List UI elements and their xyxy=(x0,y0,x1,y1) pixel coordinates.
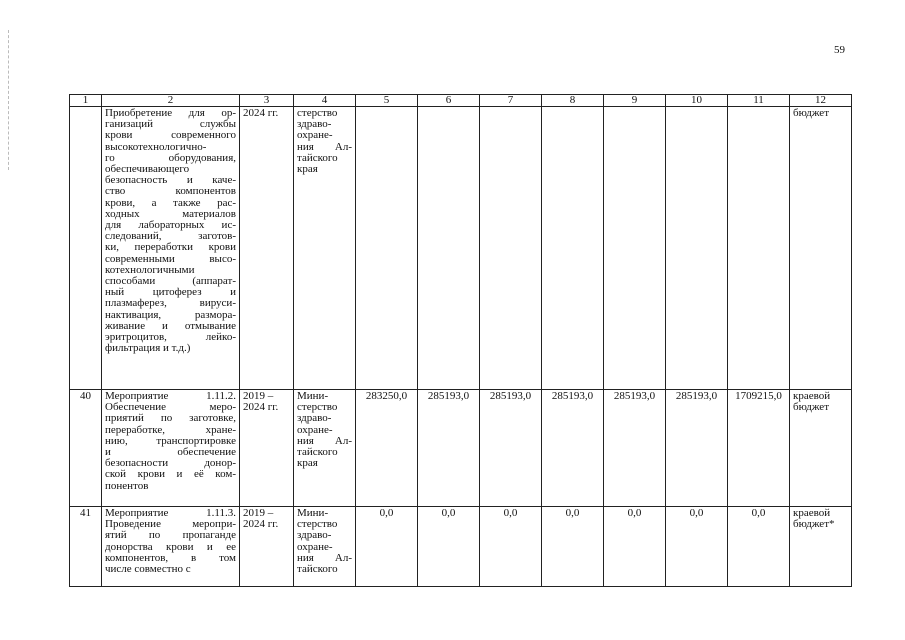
measure-line: Мероприятие 1.11.3. xyxy=(105,507,236,519)
executor-line: здраво- xyxy=(297,118,332,131)
page-number: 59 xyxy=(834,44,845,56)
header-cell: 11 xyxy=(728,95,790,107)
measure-description xyxy=(102,107,240,390)
funding-value xyxy=(356,107,418,390)
header-cell: 4 xyxy=(294,95,356,107)
measure-line: для лабораторных ис- xyxy=(105,219,236,232)
funding-value: 0,0 xyxy=(728,507,790,587)
measure-line: Проведение меропри- xyxy=(105,518,236,531)
funding-value xyxy=(480,107,542,390)
table-row xyxy=(70,107,852,390)
implementation-period: 2024 гг. xyxy=(240,107,294,390)
executor-line: стерство xyxy=(297,401,338,414)
executor-line: здраво- xyxy=(297,529,332,542)
row-number: 41 xyxy=(70,507,102,587)
measure-line: компонентов, в том xyxy=(105,551,236,564)
executor-line: охране- xyxy=(297,423,333,436)
row-number: 40 xyxy=(70,390,102,507)
measure-line: котехнологичными xyxy=(105,263,195,276)
measure-description xyxy=(102,507,240,587)
measure-line: обеспечивающего xyxy=(105,163,190,176)
measure-line: крови, а также рас- xyxy=(105,196,236,209)
header-cell: 12 xyxy=(790,95,852,107)
measure-line: Приобретение для ор- xyxy=(105,107,236,119)
measure-line: донорства крови и ее xyxy=(105,540,236,553)
measure-line: го оборудования, xyxy=(105,151,236,164)
measure-line: живание и отмывание xyxy=(105,319,236,332)
measure-line: современными высо- xyxy=(105,252,236,265)
funding-value: 285193,0 xyxy=(480,390,542,507)
table-row xyxy=(70,390,852,507)
measure-line: крови современного xyxy=(105,129,236,142)
executor-line: тайского xyxy=(297,563,338,576)
funding-value xyxy=(418,107,480,390)
executor-line: тайского xyxy=(297,151,338,164)
measure-line: ный цитоферез и xyxy=(105,286,236,299)
funding-value: 285193,0 xyxy=(542,390,604,507)
executor-line: Мини- xyxy=(297,507,329,519)
header-cell: 8 xyxy=(542,95,604,107)
funding-value: 0,0 xyxy=(356,507,418,587)
measure-line: нию, транспортировке xyxy=(105,434,236,447)
header-cell: 7 xyxy=(480,95,542,107)
funding-value: 285193,0 xyxy=(604,390,666,507)
funding-value xyxy=(604,107,666,390)
measure-line: приятий по заготовке, xyxy=(105,412,236,425)
implementation-period: 2019 – 2024 гг. xyxy=(240,507,294,587)
executor xyxy=(294,507,356,587)
executor-line: стерство xyxy=(297,518,338,531)
measure-line: числе совместно с xyxy=(105,563,191,576)
measure-line: безопасности донор- xyxy=(105,457,236,470)
measure-line: ство компонентов xyxy=(105,185,236,198)
funding-value xyxy=(728,107,790,390)
measure-line: высокотехнологично- xyxy=(105,140,207,153)
funding-value: 285193,0 xyxy=(418,390,480,507)
measure-line: и обеспечение xyxy=(105,446,236,459)
executor xyxy=(294,107,356,390)
executor xyxy=(294,390,356,507)
funding-value: 0,0 xyxy=(604,507,666,587)
measure-line: способами (аппарат- xyxy=(105,275,236,288)
header-cell: 1 xyxy=(70,95,102,107)
executor-line: ния Ал- xyxy=(297,140,352,153)
measure-line: нактивация, размора- xyxy=(105,308,236,321)
program-measures-table xyxy=(69,94,852,587)
funding-value: 283250,0 xyxy=(356,390,418,507)
funding-value: 0,0 xyxy=(542,507,604,587)
funding-value xyxy=(666,107,728,390)
funding-source: краевой бюджет xyxy=(790,390,852,507)
measure-line: эритроцитов, лейко- xyxy=(105,331,236,344)
measure-line: безопасность и каче- xyxy=(105,174,236,187)
measure-line: Обеспечение меро- xyxy=(105,401,236,414)
funding-source: краевой бюджет* xyxy=(790,507,852,587)
funding-value: 0,0 xyxy=(418,507,480,587)
header-cell: 5 xyxy=(356,95,418,107)
header-cell: 9 xyxy=(604,95,666,107)
executor-line: Мини- xyxy=(297,390,329,402)
executor-line: тайского xyxy=(297,446,338,459)
measure-line: переработке, хране- xyxy=(105,423,236,436)
funding-source: бюджет xyxy=(790,107,852,390)
table-header-row xyxy=(70,95,852,107)
executor-line: края xyxy=(297,163,318,176)
header-cell: 6 xyxy=(418,95,480,107)
table-row xyxy=(70,507,852,587)
measure-line: плазмаферез, вируси- xyxy=(105,297,236,310)
executor-line: здраво- xyxy=(297,412,332,425)
measure-line: ятий по пропаганде xyxy=(105,529,236,542)
executor-line: ния Ал- xyxy=(297,434,352,447)
measure-line: ки, переработки крови xyxy=(105,241,236,254)
header-cell: 3 xyxy=(240,95,294,107)
measure-line: Мероприятие 1.11.2. xyxy=(105,390,236,402)
measure-line: следований, заготов- xyxy=(105,230,236,243)
executor-line: охране- xyxy=(297,540,333,553)
scan-margin-marks xyxy=(8,30,10,170)
executor-line: ния Ал- xyxy=(297,551,352,564)
measure-line: ской крови и её ком- xyxy=(105,468,236,481)
funding-value: 285193,0 xyxy=(666,390,728,507)
funding-value xyxy=(542,107,604,390)
measure-line: ходных материалов xyxy=(105,207,236,220)
measure-line: ганизаций службы xyxy=(105,118,236,131)
measure-line: фильтрация и т.д.) xyxy=(105,342,191,355)
header-cell: 2 xyxy=(102,95,240,107)
measure-line: понентов xyxy=(105,479,149,492)
executor-line: стерство xyxy=(297,107,338,119)
funding-value: 1709215,0 xyxy=(728,390,790,507)
implementation-period: 2019 – 2024 гг. xyxy=(240,390,294,507)
header-cell: 10 xyxy=(666,95,728,107)
funding-value: 0,0 xyxy=(480,507,542,587)
executor-line: охране- xyxy=(297,129,333,142)
row-number xyxy=(70,107,102,390)
funding-value: 0,0 xyxy=(666,507,728,587)
measure-description xyxy=(102,390,240,507)
executor-line: края xyxy=(297,457,318,470)
